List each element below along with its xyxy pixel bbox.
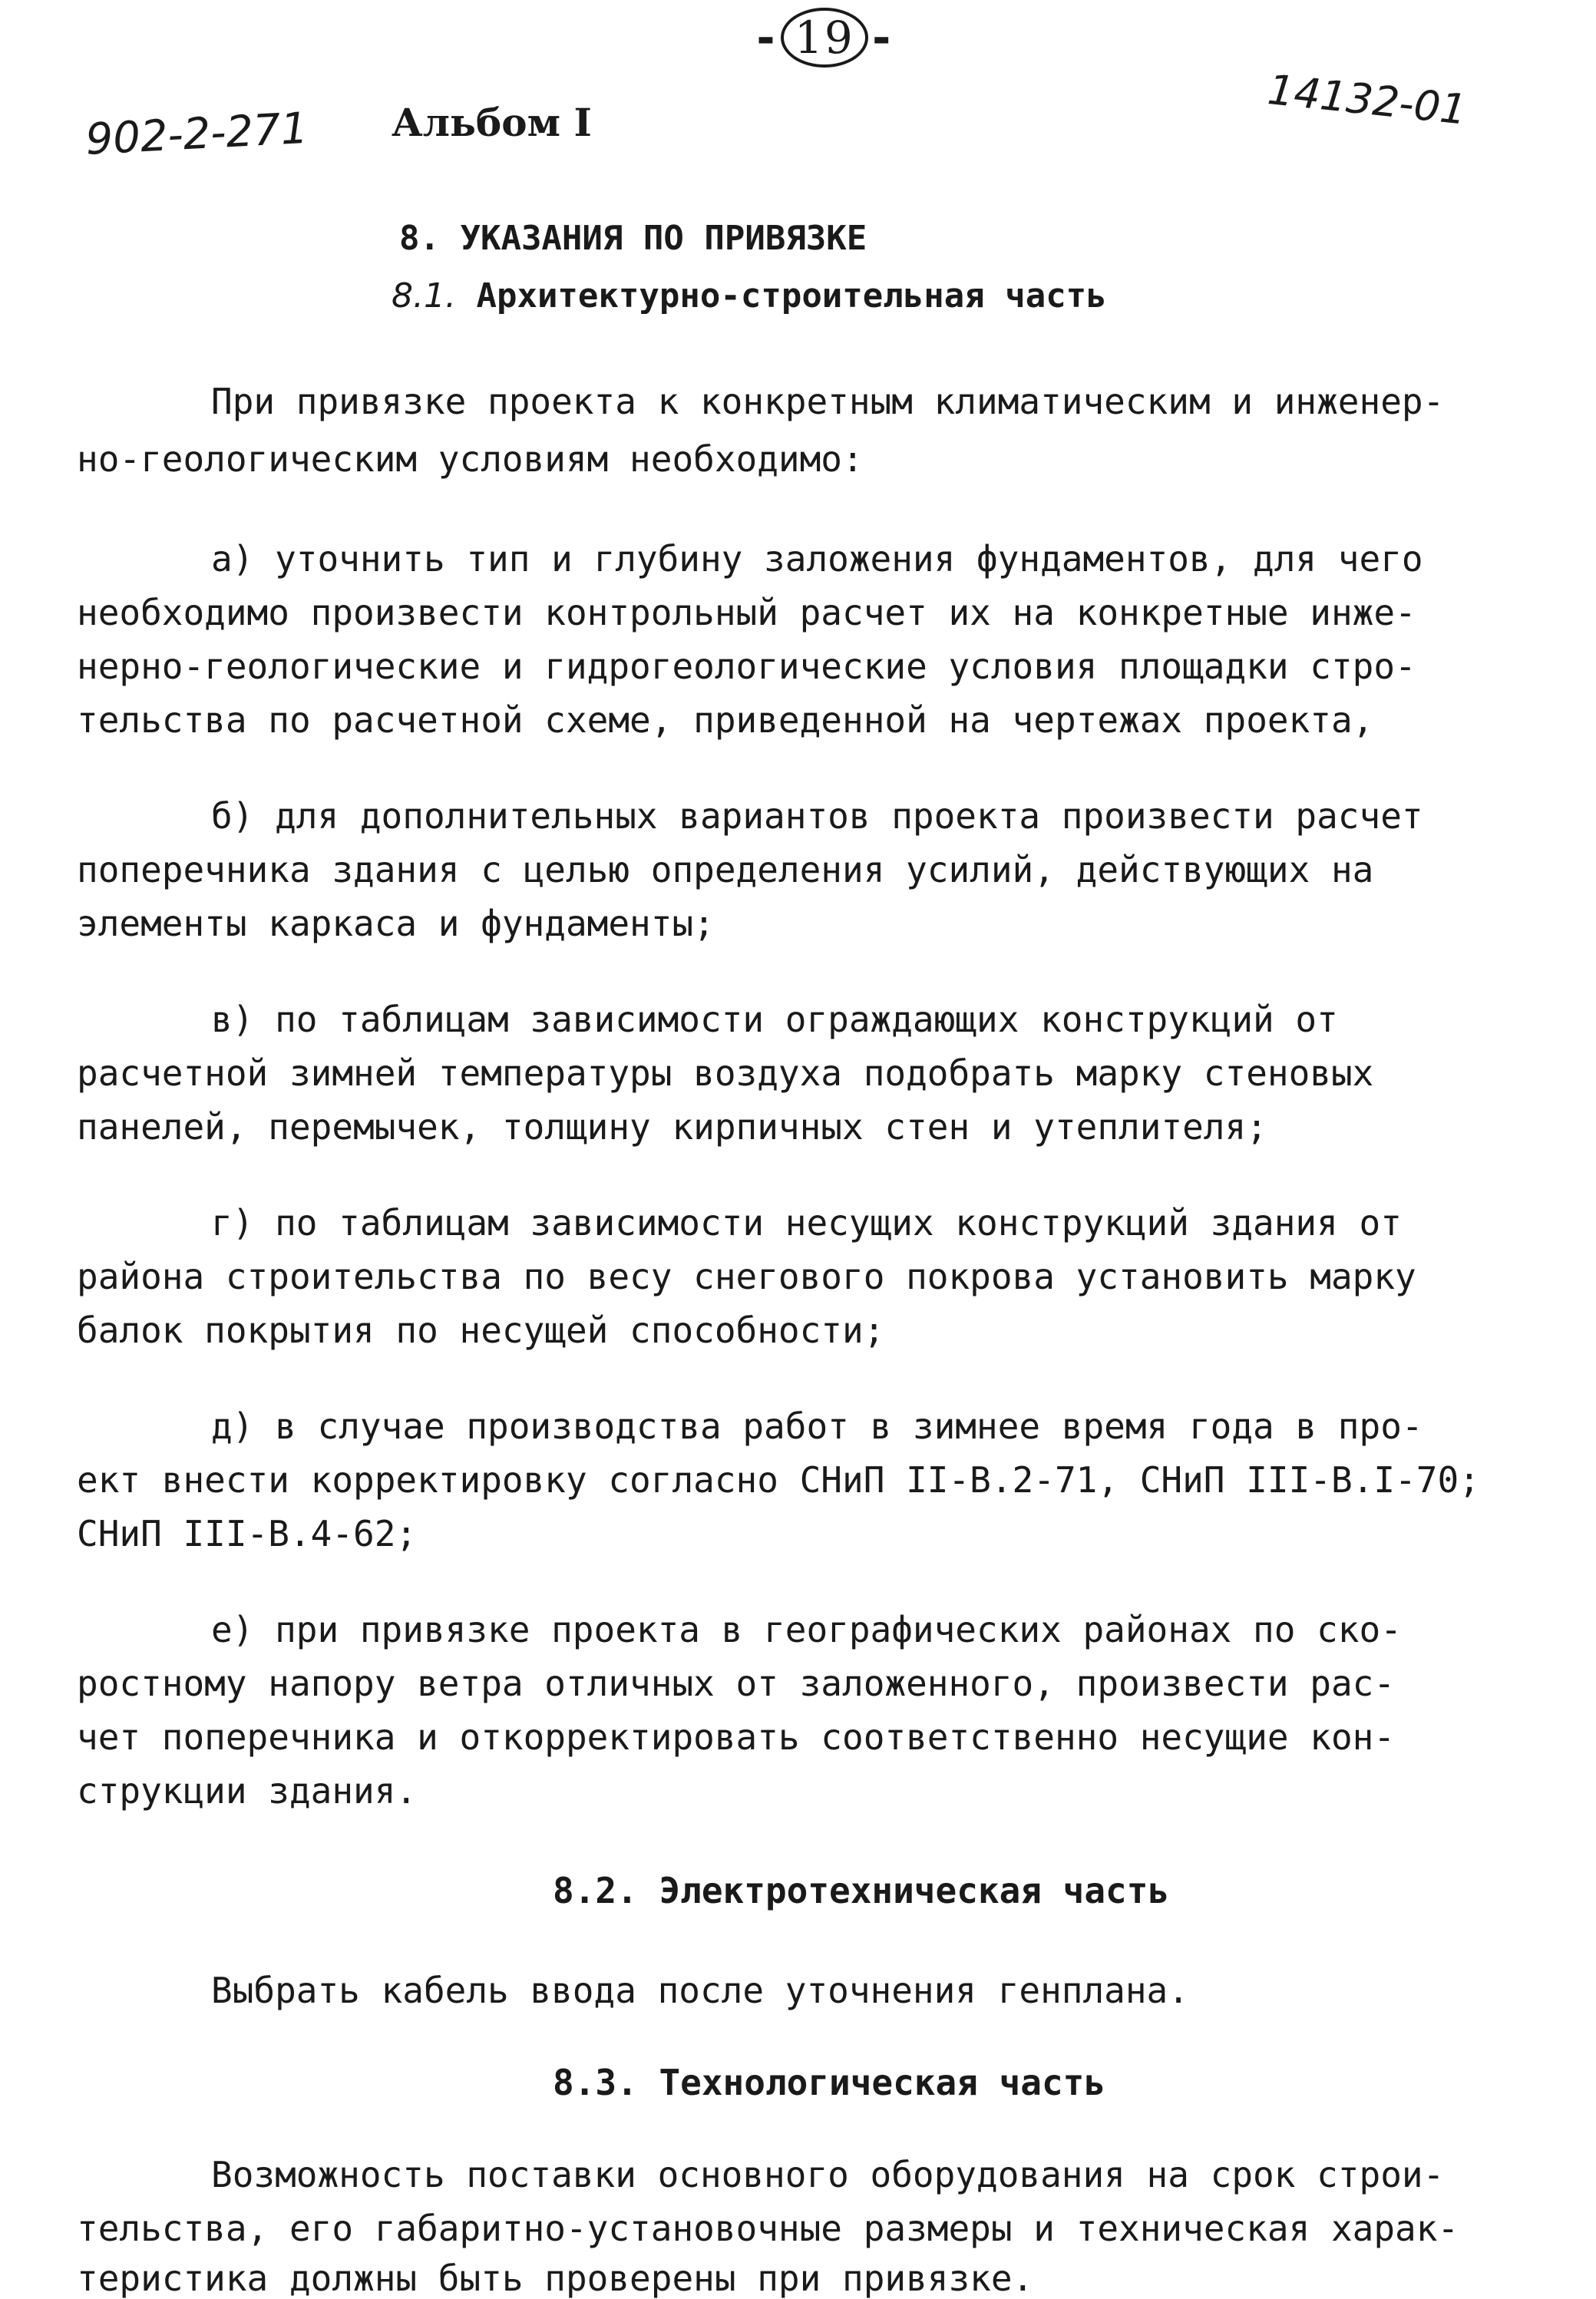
item-d-line-1: д) в случае производства работ в зимнее время года в про- [211, 1405, 1423, 1447]
subsection-8-1-number: 8.1. [392, 276, 456, 315]
item-a-line-1: а) уточнить тип и глубину заложения фундаментов, для чего [211, 538, 1423, 580]
item-g-line-1: г) по таблицам зависимости несущих конструкций здания от [211, 1202, 1402, 1244]
document-code: 902-2-271 [84, 103, 309, 165]
item-v-line-3: панелей, перемычек, толщину кирпичных стен и утеплителя; [77, 1106, 1267, 1148]
item-e-line-3: чет поперечника и откорректировать соответственно несущие кон- [77, 1716, 1396, 1758]
item-e-line-2: ростному напору ветра отличных от заложенного, произвести рас- [77, 1663, 1396, 1704]
intro-line-2: но-геологическим условиям необходимо: [77, 438, 864, 480]
subsection-8-3-title: 8.3. Технологическая часть [553, 2062, 1106, 2103]
item-v-line-1: в) по таблицам зависимости ограждающих конструкций от [211, 999, 1338, 1040]
subsection-8-1-title [392, 276, 1107, 315]
item-e-line-1: е) при привязке проекта в географических районах по ско- [211, 1609, 1402, 1650]
item-b-line-1: б) для дополнительных вариантов проекта произвести расчет [211, 795, 1423, 837]
inventory-number: 14132-01 [1265, 65, 1469, 134]
subsection-8-1-label: Архитектурно-строительная часть [476, 276, 1107, 315]
subsection-8-3-line-1: Возможность поставки основного оборудования на срок строи- [211, 2154, 1445, 2195]
item-a-line-3: нерно-геологические и гидрогеологические условия площадки стро- [77, 646, 1416, 687]
item-a-line-4: тельства по расчетной схеме, приведенной на чертежах проекта, [77, 699, 1374, 741]
item-a-line-2: необходимо произвести контрольный расчет их на конкретные инже- [77, 592, 1416, 633]
item-v-line-2: расчетной зимней температуры воздуха подобрать марку стеновых [77, 1052, 1374, 1094]
page-number-value: 19 [781, 8, 868, 68]
album-label: Альбом I [392, 100, 592, 145]
subsection-8-3-line-3: теристика должны быть проверены при привязке. [77, 2258, 1034, 2299]
section-title: 8. УКАЗАНИЯ ПО ПРИВЯЗКЕ [399, 219, 867, 258]
subsection-8-2-text: Выбрать кабель ввода после уточнения генплана. [211, 1970, 1189, 2011]
item-b-line-2: поперечника здания с целью определения усилий, действующих на [77, 849, 1374, 890]
item-g-line-3: балок покрытия по несущей способности; [77, 1310, 885, 1351]
item-e-line-4: струкции здания. [77, 1770, 418, 1812]
intro-line-1: При привязке проекта к конкретным климатическим и инженер- [211, 381, 1445, 422]
page-number: - 19 - [752, 8, 897, 68]
item-g-line-2: района строительства по весу снегового покрова установить марку [77, 1256, 1416, 1297]
item-b-line-3: элементы каркаса и фундаменты; [77, 903, 715, 944]
subsection-8-2-title: 8.2. Электротехническая часть [553, 1870, 1170, 1911]
item-d-line-3: СНиП III-В.4-62; [77, 1513, 418, 1554]
item-d-line-2: ект внести корректировку согласно СНиП II-В.2-71, СНиП III-В.I-70; [77, 1459, 1480, 1501]
subsection-8-3-line-2: тельства, его габаритно-установочные размеры и техническая харак- [77, 2208, 1459, 2249]
